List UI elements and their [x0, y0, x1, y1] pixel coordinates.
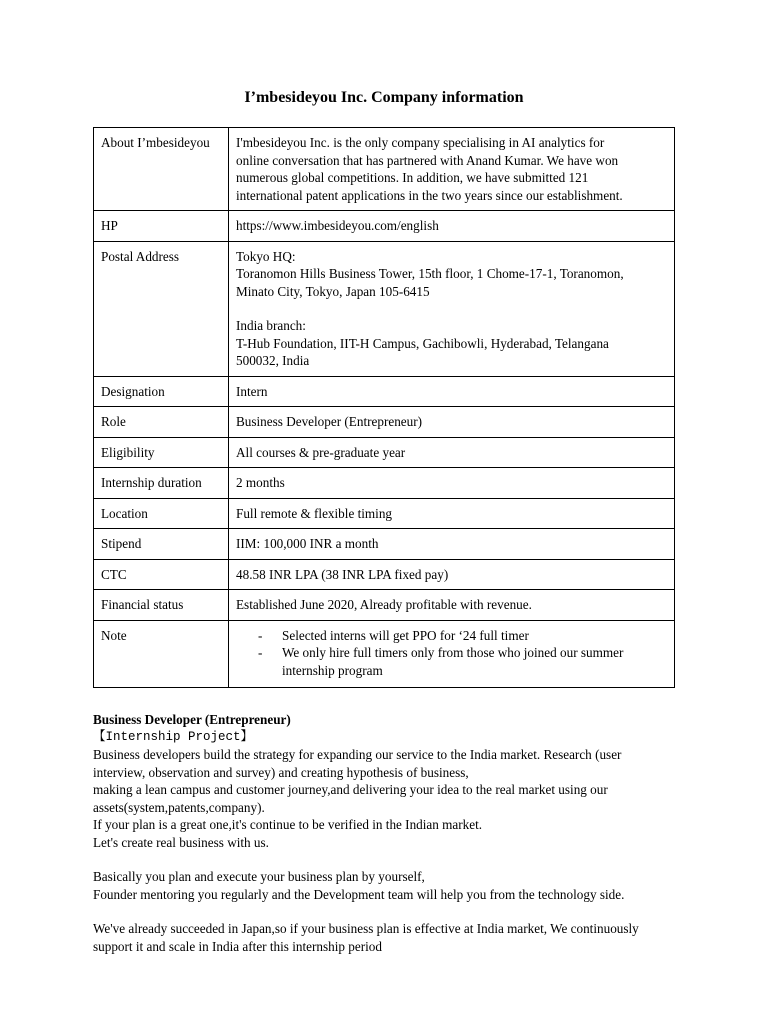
table-row — [94, 407, 675, 438]
row-label: Financial status — [94, 590, 229, 621]
table-row — [94, 437, 675, 468]
row-label: Stipend — [94, 529, 229, 560]
table-row — [94, 559, 675, 590]
table-row — [94, 468, 675, 499]
note-item: - We only hire full timers only from those who joined our summer internship program — [236, 644, 668, 679]
paragraph-gap — [93, 851, 693, 868]
india-address-line: T-Hub Foundation, IIT-H Campus, Gachibowli, Hyderabad, Telangana — [236, 335, 609, 351]
table-row — [94, 529, 675, 560]
paragraph-line: making a lean campus and customer journey,and delivering your idea to the real market using our — [93, 782, 608, 797]
project-tag: 【Internship Project】 — [93, 729, 254, 744]
note-list — [236, 627, 668, 680]
tokyo-address-line: Toranomon Hills Business Tower, 15th floor, 1 Chome-17-1, Toranomon, — [236, 266, 624, 281]
paragraph-gap — [93, 903, 693, 920]
table-row — [94, 376, 675, 407]
row-label: Note — [94, 620, 229, 688]
row-value: IIM: 100,000 INR a month — [229, 529, 675, 560]
row-value: Business Developer (Entrepreneur) — [229, 407, 675, 438]
india-address-line: 500032, India — [236, 353, 310, 368]
india-label: India branch: — [236, 318, 306, 333]
tokyo-address-line: Minato City, Tokyo, Japan 105-6415 — [236, 283, 430, 299]
row-value: 2 months — [229, 468, 675, 499]
about-line: numerous global competitions. In addition, we have submitted 121 — [236, 170, 589, 185]
paragraph-line: interview, observation and survey) and creating hypothesis of business, — [93, 764, 469, 780]
paragraph-line: support it and scale in India after this internship period — [93, 938, 382, 954]
paragraph-line: assets(system,patents,company). — [93, 799, 265, 815]
row-label: About I’mbesideyou — [94, 128, 229, 211]
address-spacer — [236, 300, 668, 317]
row-value — [229, 128, 675, 211]
postal-address — [229, 241, 675, 376]
row-value: Intern — [229, 376, 675, 407]
row-label: Location — [94, 498, 229, 529]
table-row — [94, 211, 675, 242]
table-row — [94, 498, 675, 529]
row-label: Role — [94, 407, 229, 438]
tokyo-label: Tokyo HQ: — [236, 248, 296, 264]
about-line: online conversation that has partnered with Anand Kumar. We have won — [236, 152, 619, 168]
paragraph-line: If your plan is a great one,it's continue to be verified in the Indian market. — [93, 817, 483, 832]
paragraph-line: Business developers build the strategy for expanding our service to the India market. Research (user — [93, 747, 622, 762]
business-section — [93, 711, 693, 955]
homepage-url: https://www.imbesideyou.com/english — [229, 211, 675, 242]
company-info-table — [93, 127, 675, 688]
page-title: I’mbesideyou Inc. Company information — [244, 89, 524, 106]
about-line: international patent applications in the two years since our establishment. — [236, 187, 623, 203]
row-label: Internship duration — [94, 468, 229, 499]
paragraph-line: Let's create real business with us. — [93, 834, 269, 850]
section-heading: Business Developer (Entrepreneur) — [93, 712, 291, 727]
row-label: Postal Address — [94, 241, 229, 376]
paragraph-line: We've already succeeded in Japan,so if your business plan is effective at India market, We continuously — [93, 921, 639, 936]
paragraph-line: Basically you plan and execute your business plan by yourself, — [93, 869, 425, 884]
row-label: Designation — [94, 376, 229, 407]
row-label: HP — [94, 211, 229, 242]
table-row — [94, 128, 675, 211]
row-value: Full remote & flexible timing — [229, 498, 675, 529]
row-value: 48.58 INR LPA (38 INR LPA fixed pay) — [229, 559, 675, 590]
table-row — [94, 241, 675, 376]
paragraph-line: Founder mentoring you regularly and the Development team will help you from the technology side. — [93, 886, 625, 902]
about-line: I'mbesideyou Inc. is the only company specialising in AI analytics for — [236, 135, 605, 150]
row-label: CTC — [94, 559, 229, 590]
row-label: Eligibility — [94, 437, 229, 468]
note-item: - Selected interns will get PPO for ‘24 full timer — [236, 627, 668, 645]
table-row — [94, 620, 675, 688]
row-value: Established June 2020, Already profitable with revenue. — [229, 590, 675, 621]
note-value — [229, 620, 675, 688]
table-row — [94, 590, 675, 621]
row-value: All courses & pre-graduate year — [229, 437, 675, 468]
